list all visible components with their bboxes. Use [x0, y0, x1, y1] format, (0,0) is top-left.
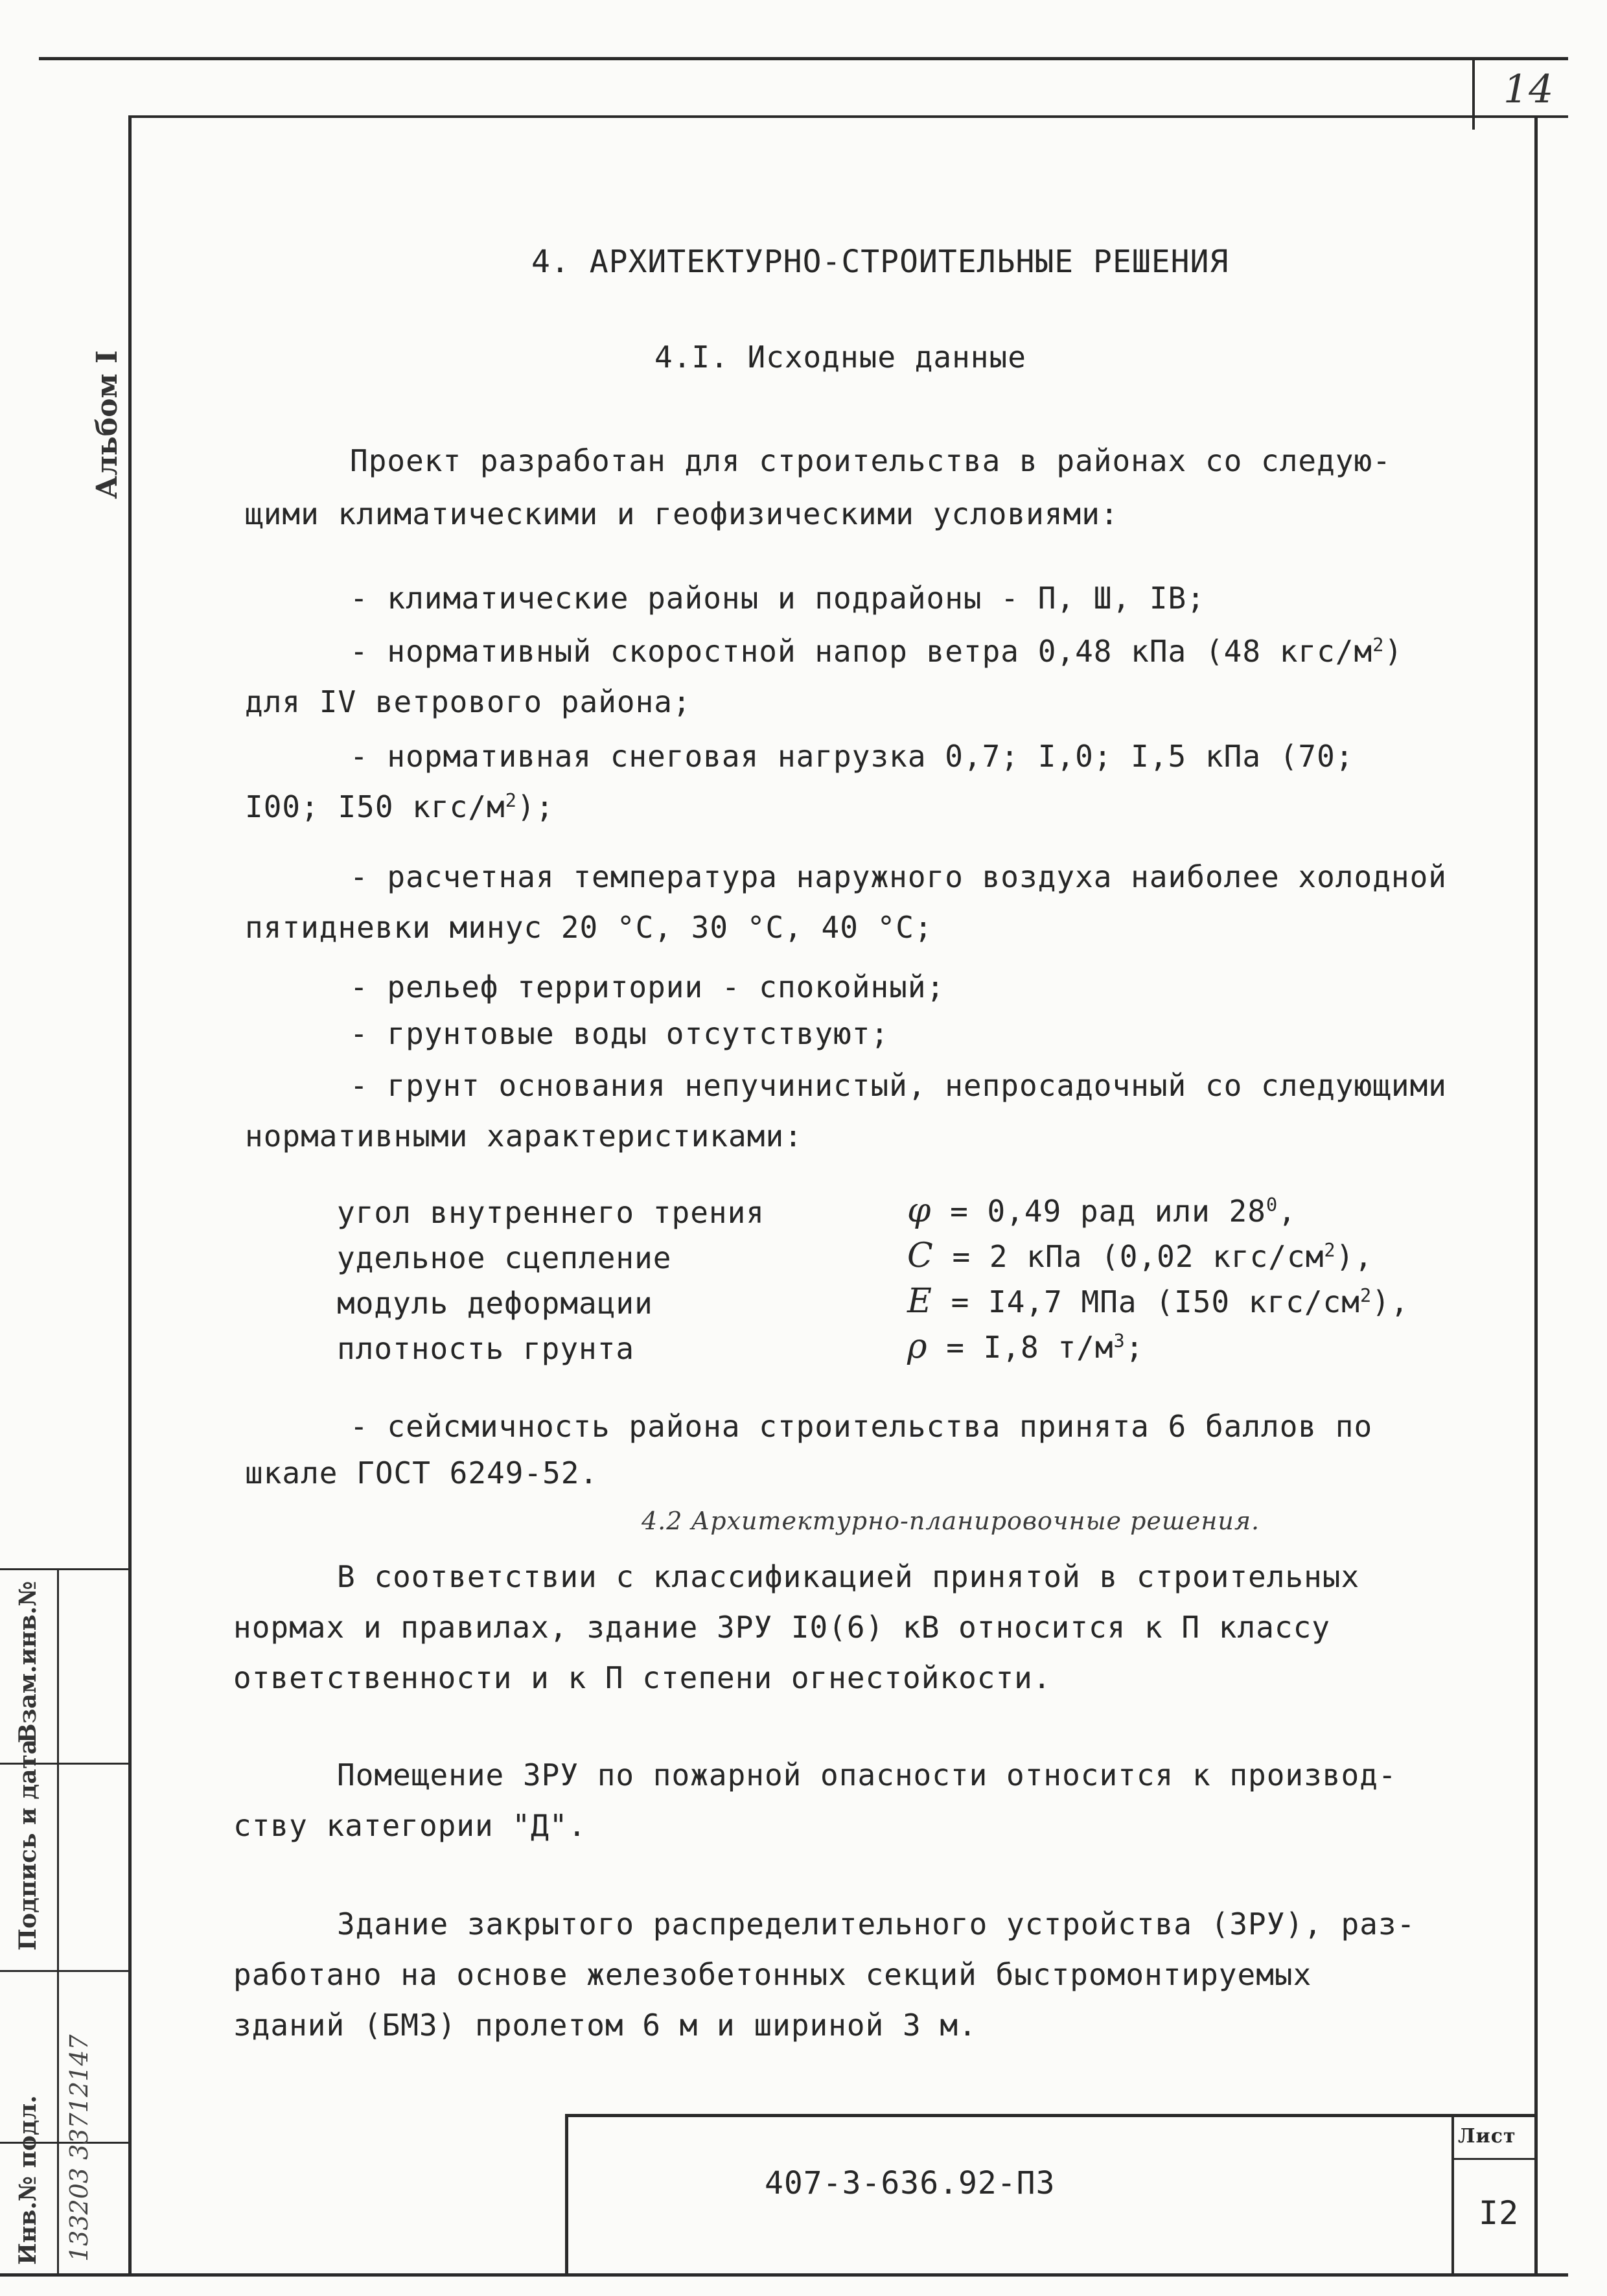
side-stamp-sep-3	[0, 1970, 128, 1972]
wind-exponent: 2	[1372, 634, 1385, 656]
para1-line-2: нормах и правилах, здание ЗРУ I0(6) кВ относится к П классу	[233, 1610, 1330, 1645]
side-stamp-sep-1	[0, 1568, 128, 1570]
value-tail: ;	[1125, 1330, 1144, 1365]
seismic-line-1: - сейсмичность района строительства принята 6 баллов по	[350, 1409, 1373, 1444]
soil-row-value	[907, 1282, 1409, 1321]
value-text: = I,8 т/м	[946, 1330, 1114, 1365]
sheet-label: Лист	[1458, 2125, 1516, 2148]
groundwater-item: - грунтовые воды отсутствуют;	[350, 1016, 890, 1051]
soil-row-value	[907, 1191, 1297, 1230]
soil-row-value	[907, 1236, 1373, 1275]
para2-line-1: Помещение ЗРУ по пожарной опасности относится к производ-	[337, 1757, 1397, 1792]
snow-item-line-1: - нормативная снеговая нагрузка 0,7; I,0; I,5 кПа (70;	[350, 739, 1354, 774]
value-exp: 2	[1324, 1240, 1336, 1262]
side-stamp-inner-vline	[57, 1568, 59, 2276]
soil-row-label: модуль деформации	[337, 1286, 653, 1321]
soil-item-line-2: нормативными характеристиками:	[245, 1119, 803, 1154]
section-title: 4. АРХИТЕКТУРНО-СТРОИТЕЛЬНЫЕ РЕШЕНИЯ	[531, 244, 1229, 280]
value-tail: ),	[1335, 1239, 1373, 1274]
value-text: = 2 кПа (0,02 кгс/см	[952, 1239, 1324, 1274]
e-symbol: E	[907, 1282, 932, 1321]
temp-item-line-1: - расчетная температура наружного воздуха наиболее холодной	[350, 859, 1447, 894]
top-rule	[39, 57, 1568, 60]
soil-row-label: удельное сцепление	[337, 1240, 672, 1275]
para3-line-3: зданий (БМЗ) пролетом 6 м и шириной 3 м.	[233, 2008, 977, 2043]
frame-left	[128, 115, 132, 2277]
wind-text: - нормативный скоростной напор ветра 0,48 кПа (48 кгс/м	[350, 634, 1373, 669]
snow-close: );	[516, 789, 555, 824]
para3-line-1: Здание закрытого распределительного устройства (ЗРУ), раз-	[337, 1907, 1416, 1942]
value-text: = 0,49 рад или 28	[950, 1194, 1266, 1229]
title-block-left	[565, 2114, 568, 2276]
snow-text: I00; I50 кгс/м	[245, 789, 505, 824]
relief-item: - рельеф территории - спокойный;	[350, 969, 945, 1004]
title-block-top	[565, 2114, 1537, 2117]
value-text: = I4,7 МПа (I50 кгс/см	[951, 1284, 1360, 1319]
sheet-label-underline	[1451, 2158, 1537, 2160]
soil-row-label: плотность грунта	[337, 1331, 635, 1366]
inv-value: 133203 33712147	[65, 2034, 93, 2262]
swap-label: Взам.инв.№	[14, 1581, 41, 1743]
snow-exponent: 2	[505, 790, 517, 812]
subsection-title: 4.I. Исходные данные	[654, 340, 1026, 375]
value-exp: 0	[1266, 1194, 1278, 1216]
doc-code: 407-3-636.92-ПЗ	[765, 2165, 1056, 2201]
para2-line-2: ству категории "Д".	[233, 1808, 587, 1843]
sign-label: Подпись и дата	[14, 1739, 41, 1951]
value-tail: ,	[1278, 1194, 1297, 1229]
para1-line-3: ответственности и к П степени огнестойкости.	[233, 1660, 1052, 1695]
frame-top	[128, 115, 1568, 118]
wind-item-line-1	[350, 634, 1404, 669]
intro-line-2: щими климатическими и геофизическими условиями:	[245, 496, 1119, 531]
frame-right	[1534, 115, 1538, 2277]
climate-item: - климатические районы и подрайоны - П, Ш, IВ;	[350, 581, 1205, 616]
inv-label: Инв.№ подл.	[14, 2095, 41, 2265]
value-exp: 3	[1113, 1330, 1126, 1352]
soil-item-line-1: - грунт основания непучинистый, непросадочный со следующими	[350, 1068, 1447, 1103]
wind-item-line-2: для IV ветрового района;	[245, 684, 691, 719]
sheet-number: I2	[1479, 2194, 1520, 2232]
para1-line-1: В соответствии с классификацией принятой в строительных	[337, 1559, 1360, 1594]
soil-row-label: угол внутреннего трения	[337, 1195, 765, 1230]
value-tail: ),	[1372, 1284, 1409, 1319]
page-number-box-left	[1472, 57, 1475, 130]
title-block-divider	[1451, 2114, 1454, 2276]
album-label: Альбом I	[91, 350, 124, 499]
page-number-top: 14	[1503, 67, 1555, 112]
side-stamp	[0, 1568, 128, 2276]
frame-bottom	[0, 2273, 1568, 2277]
wind-close: )	[1384, 634, 1404, 669]
intro-line-1: Проект разработан для строительства в районах со следую-	[350, 443, 1391, 478]
subsection-42-title: 4.2 Архитектурно-планировочные решения.	[642, 1507, 1260, 1535]
para3-line-2: работано на основе железобетонных секций быстромонтируемых	[233, 1957, 1312, 1992]
value-exp: 2	[1359, 1285, 1372, 1307]
rho-symbol: ρ	[907, 1327, 928, 1366]
seismic-line-2: шкале ГОСТ 6249-52.	[245, 1455, 599, 1490]
phi-symbol: φ	[907, 1191, 932, 1230]
soil-row-value	[907, 1327, 1144, 1366]
snow-item-line-2	[245, 789, 555, 824]
c-symbol: C	[907, 1236, 934, 1275]
temp-item-line-2: пятидневки минус 20 °С, 30 °С, 40 °С;	[245, 910, 933, 945]
